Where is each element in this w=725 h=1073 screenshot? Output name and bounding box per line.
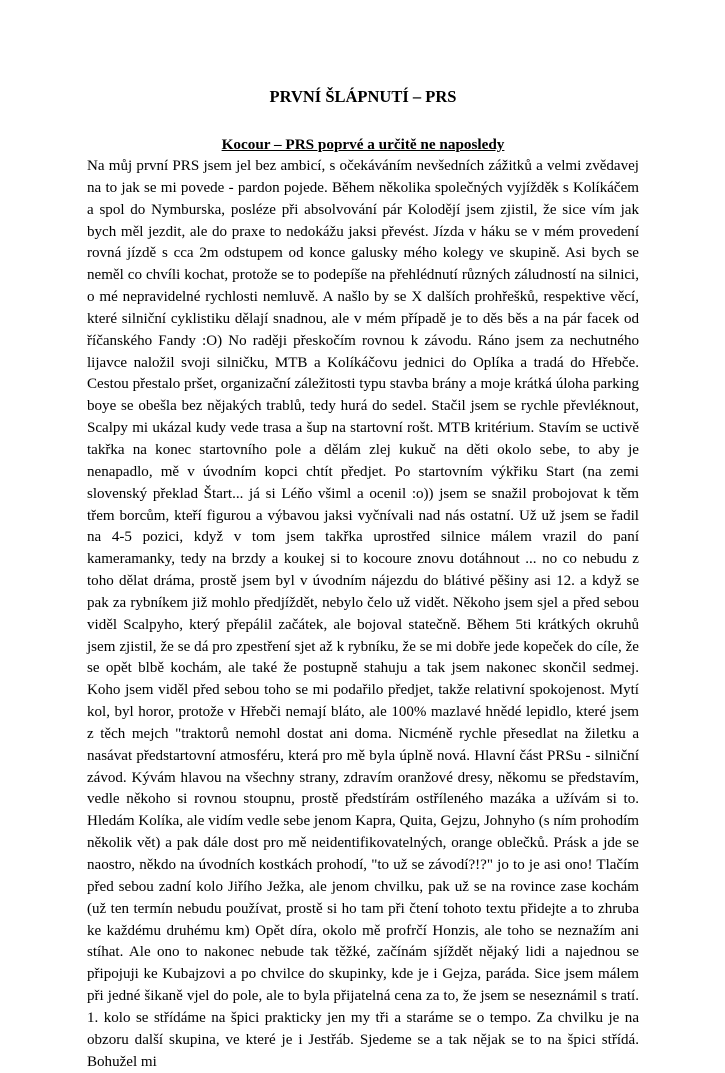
- document-title: PRVNÍ ŠLÁPNUTÍ – PRS: [269, 87, 457, 106]
- document-subtitle: Kocour – PRS poprvé a určitě ne naposledy: [221, 136, 505, 153]
- body-paragraph: Na můj první PRS jsem jel bez ambicí, s očekáváním nevšedních zážitků a velmi zvědavej na to jak se mi povede - pardon pojede. Během několika společných vyjížděk s Kolíkáčem a spol do Nymburska, posléze při absolvování pár Kolodějí jsem zjistil, že sice vím jak bych měl jezdit, ale do praxe to nedokážu jaksi převést. Jízda v háku se v mém provedení rovná jízdě s cca 2m odstupem od konce galusky mého kolegy ve skupině. Asi bych se neměl co chvíli kochat, protože se to podepíše na přehlédnutí různých záludností na silnici, o mé nepravidelné rychlosti nemluvě. A našlo by se X dalších prohřešků, respektive věcí, které silniční cyklistiku dělají snadnou, ale v mém případě je to děs běs a na pár facek od říčanského Fandy :O) No raději přeskočím rovnou k závodu. Ráno jsem za nechutného lijavce naložil svoji silničku, MTB a Kolíkáčovu jednici do Oplíka a tradá do Hřebče. Cestou přestalo pršet, organizační záležitosti typu stavba brány a moje krátká úloha parking boye se obešla bez nějakých trablů, tedy hurá do sedel. Stačil jsem se rychle převléknout, Scalpy mi ukázal kudy vede trasa a šup na startovní rošt. MTB kritérium. Stavím se uctivě takřka na konec startovního pole a dělám zlej kukuč na děti okolo sebe, to aby je nenapadlo, mě v úvodním kopci chtít předjet. Po startovním výkřiku Start (na zemi slovenský překlad Štart... já si Léňo všiml a ocenil :o)) jsem se snažil probojovat k těm třem borcům, kteří figurou a výbavou jaksi vyčnívali nad nás ostatní. Už už jsem se řadil na 4-5 pozici, když v tom jsem takřka uprostřed silnice málem vrazil do paní kameramanky, tedy na brzdy a koukej si to kocoure znovu dotáhnout ... no co nebudu z toho dělat dráma, prostě jsem byl v úvodním nájezdu do blátivé pěšiny asi 12. a když se pak za rybníkem již mohlo předjíždět, nebylo čelo už vidět. Někoho jsem sjel a před sebou viděl Scalpyho, který přepálil začátek, ale bojoval statečně. Během 5ti krátkých okruhů jsem zjistil, že se dá pro zpestření sjet až k rybníku, že se mi dobře jede kopeček do cíle, že se opět blbě kochám, ale také že postupně stahuju a tak jsem nakonec skončil sedmej. Koho jsem viděl před sebou toho se mi podařilo předjet, takže relativní spokojenost. Mytí kol, byl horor, protože v Hřebči nemají bláto, ale 100% mazlavé hnědé lepidlo, které jsem z těch mejch "traktorů nemohl dostat ani doma. Nicméně rychle přesedlat na žiletku a nasávat předstartovní atmosféru, která pro mě byla úplně nová. Hlavní část PRSu - silniční závod. Kývám hlavou na všechny strany, zdravím oranžové dresy, někomu se představím, vedle někoho si rovnou stoupnu, prostě předstírám ostříleného mazáka a užívám si to. Hledám Kolíka, ale vidím vedle sebe jenom Kapra, Quita, Gejzu, Johnyho (s ním prohodím několik vět) a pak dále dost pro mě neidentifikovatelných, orange oblečků. Prásk a jde se naostro, někdo na úvodních kostkách prohodí, "to už se závodí?!?" jo to je asi ono! Tlačím před sebou zadní kolo Jiřího Ježka, ale jenom chvilku, pak už se na rovince zase kochám (už ten termín nebudu používat, prostě si ho tam při čtení tohoto textu přidejte a to zhruba ke každému druhému km) Opět díra, okolo mě profrčí Honzis, ale toho se neznažím ani stíhat. Ale ono to nakonec nebude tak těžké, začínám sjíždět nějaký lidi a najednou se připojuji ke Kubajzovi a po chvilce do skupinky, kde je i Gejza, paráda. Sice jsem málem při jedné šikaně vjel do pole, ale to byla přijatelná cena za to, že jsem se neseznámil s tratí. 1. kolo se střídáme na špici prakticky jen my tři a staráme se o tempo. Za chvilku je na obzoru další skupina, ve které je i Jestřáb. Sjedeme se a tak nějak se to na špici střídá. Bohužel mi: [87, 158, 640, 1070]
